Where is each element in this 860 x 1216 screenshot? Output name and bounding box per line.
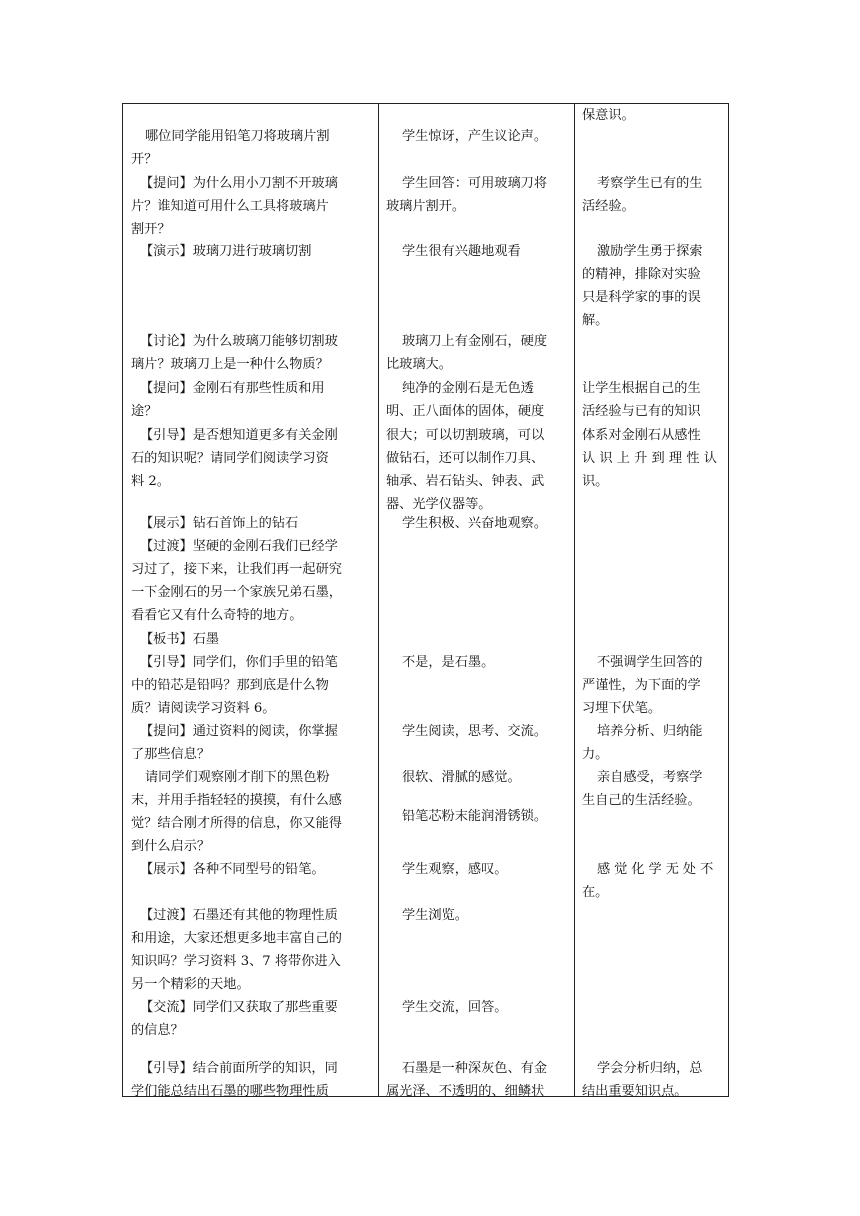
teacher-text-line: 【过渡】石墨还有其他的物理性质 (140, 908, 338, 923)
student-text-line: 学生惊讶，产生议论声。 (402, 129, 548, 144)
intent-text-line: 学会分析归纳，总 (597, 1061, 703, 1076)
student-text-line: 不是，是石墨。 (402, 655, 495, 670)
teacher-text-line: 看看它又有什么奇特的地方。 (131, 608, 303, 623)
teacher-text-line: 末，并用手指轻轻的摸摸，有什么感 (131, 793, 342, 808)
intent-text-line: 培养分析、归纳能 (597, 724, 703, 739)
intent-text-line: 生自己的生活经验。 (582, 793, 701, 808)
intent-text-line: 认识上升到理性认 (582, 451, 722, 466)
teacher-text-line: 料 2。 (131, 474, 170, 489)
student-text-line: 学生积极、兴奋地观察。 (402, 516, 548, 531)
student-text-line: 学生回答：可用玻璃刀将 (402, 176, 548, 191)
student-text-line: 学生观察，感叹。 (402, 862, 508, 877)
student-text-line: 轴承、岩石钻头、钟表、武 (386, 474, 545, 489)
intent-text-line: 活经验与已有的知识 (582, 404, 701, 419)
teacher-text-line: 【引导】结合前面所学的知识，同 (140, 1061, 338, 1076)
intent-text-line: 保意识。 (582, 108, 635, 123)
column-divider (378, 104, 379, 1096)
teacher-text-line: 【引导】同学们，你们手里的铅笔 (140, 655, 338, 670)
teacher-text-line: 【板书】石墨 (140, 632, 220, 647)
intent-text-line: 让学生根据自己的生 (582, 381, 701, 396)
intent-text-line: 不强调学生回答的 (597, 655, 703, 670)
teacher-text-line: 【过渡】坚硬的金刚石我们已经学 (140, 539, 338, 554)
teacher-text-line: 哪位同学能用铅笔刀将玻璃片割 (145, 129, 330, 144)
teacher-text-line: 另一个精彩的天地。 (131, 977, 250, 992)
intent-text-line: 活经验。 (582, 199, 635, 214)
intent-text-line: 激励学生勇于探索 (597, 244, 703, 259)
teacher-text-line: 习过了，接下来，让我们再一起研究 (131, 562, 342, 577)
student-text-line: 做钻石，还可以制作刀具、 (386, 451, 545, 466)
teacher-text-line: 了那些信息？ (131, 747, 211, 762)
teacher-text-line: 请同学们观察刚才削下的黑色粉 (145, 770, 330, 785)
teacher-text-line: 学们能总结出石墨的哪些物理性质 (131, 1084, 329, 1099)
student-text-line: 学生交流，回答。 (402, 1000, 508, 1015)
student-text-line: 很软、滑腻的感觉。 (402, 770, 521, 785)
teacher-text-line: 到什么启示？ (131, 839, 211, 854)
student-text-line: 属光泽、不透明的、细鳞状 (386, 1084, 545, 1099)
teacher-text-line: 【提问】金刚石有那些性质和用 (140, 381, 325, 396)
teacher-text-line: 璃片？玻璃刀上是一种什么物质？ (131, 357, 329, 372)
student-text-line: 玻璃片割开。 (386, 199, 466, 214)
student-text-line: 很大；可以切割玻璃，可以 (386, 428, 545, 443)
teacher-text-line: 【展示】各种不同型号的铅笔。 (140, 862, 325, 877)
teacher-text-line: 途？ (131, 404, 158, 419)
teacher-text-line: 割开？ (131, 222, 171, 237)
intent-text-line: 只是科学家的事的误 (582, 290, 701, 305)
teacher-text-line: 片？谁知道可用什么工具将玻璃片 (131, 199, 329, 214)
teacher-text-line: 开？ (131, 152, 158, 167)
intent-text-line: 感觉化学无处不 (597, 862, 718, 877)
teacher-text-line: 的信息？ (131, 1023, 184, 1038)
student-text-line: 纯净的金刚石是无色透 (402, 381, 534, 396)
student-text-line: 学生很有兴趣地观看 (402, 244, 521, 259)
intent-text-line: 结出重要知识点。 (582, 1084, 688, 1099)
student-text-line: 玻璃刀上有金刚石，硬度 (402, 334, 548, 349)
teacher-text-line: 【展示】钻石首饰上的钻石 (140, 516, 299, 531)
teacher-text-line: 石的知识呢？请同学们阅读学习资 (131, 451, 329, 466)
teacher-text-line: 【讨论】为什么玻璃刀能够切割玻 (140, 334, 338, 349)
teacher-text-line: 【提问】通过资料的阅读，你掌握 (140, 724, 338, 739)
teacher-text-line: 【提问】为什么用小刀割不开玻璃 (140, 176, 338, 191)
intent-text-line: 在。 (582, 885, 609, 900)
intent-text-line: 力。 (582, 747, 609, 762)
student-text-line: 学生浏览。 (402, 908, 468, 923)
student-text-line: 石墨是一种深灰色、有金 (402, 1061, 548, 1076)
intent-text-line: 识。 (582, 474, 609, 489)
intent-text-line: 考察学生已有的生 (597, 176, 703, 191)
teacher-text-line: 【交流】同学们又获取了那些重要 (140, 1000, 338, 1015)
student-text-line: 学生阅读，思考、交流。 (402, 724, 548, 739)
intent-text-line: 的精神，排除对实验 (582, 267, 701, 282)
teacher-text-line: 觉？结合刚才所得的信息，你又能得 (131, 816, 342, 831)
teacher-text-line: 【引导】是否想知道更多有关金刚 (140, 428, 338, 443)
intent-text-line: 习埋下伏笔。 (582, 701, 662, 716)
teacher-text-line: 【演示】玻璃刀进行玻璃切割 (140, 244, 312, 259)
teacher-text-line: 知识吗？学习资料 3、7 将带你进入 (131, 954, 341, 969)
student-text-line: 器、光学仪器等。 (386, 497, 492, 512)
student-text-line: 比玻璃大。 (386, 357, 452, 372)
teacher-text-line: 和用途，大家还想更多地丰富自己的 (131, 931, 342, 946)
student-text-line: 铅笔芯粉末能润滑锈锁。 (402, 809, 548, 824)
teacher-text-line: 中的铅芯是铅吗？那到底是什么物 (131, 678, 329, 693)
teacher-text-line: 一下金刚石的另一个家族兄弟石墨， (131, 585, 342, 600)
intent-text-line: 解。 (582, 313, 609, 328)
intent-text-line: 严谨性，为下面的学 (582, 678, 701, 693)
intent-text-line: 体系对金刚石从感性 (582, 428, 701, 443)
teacher-text-line: 质？请阅读学习资料 6。 (131, 701, 276, 716)
column-divider (574, 104, 575, 1096)
intent-text-line: 亲自感受，考察学 (597, 770, 703, 785)
student-text-line: 明、正八面体的固体，硬度 (386, 404, 545, 419)
